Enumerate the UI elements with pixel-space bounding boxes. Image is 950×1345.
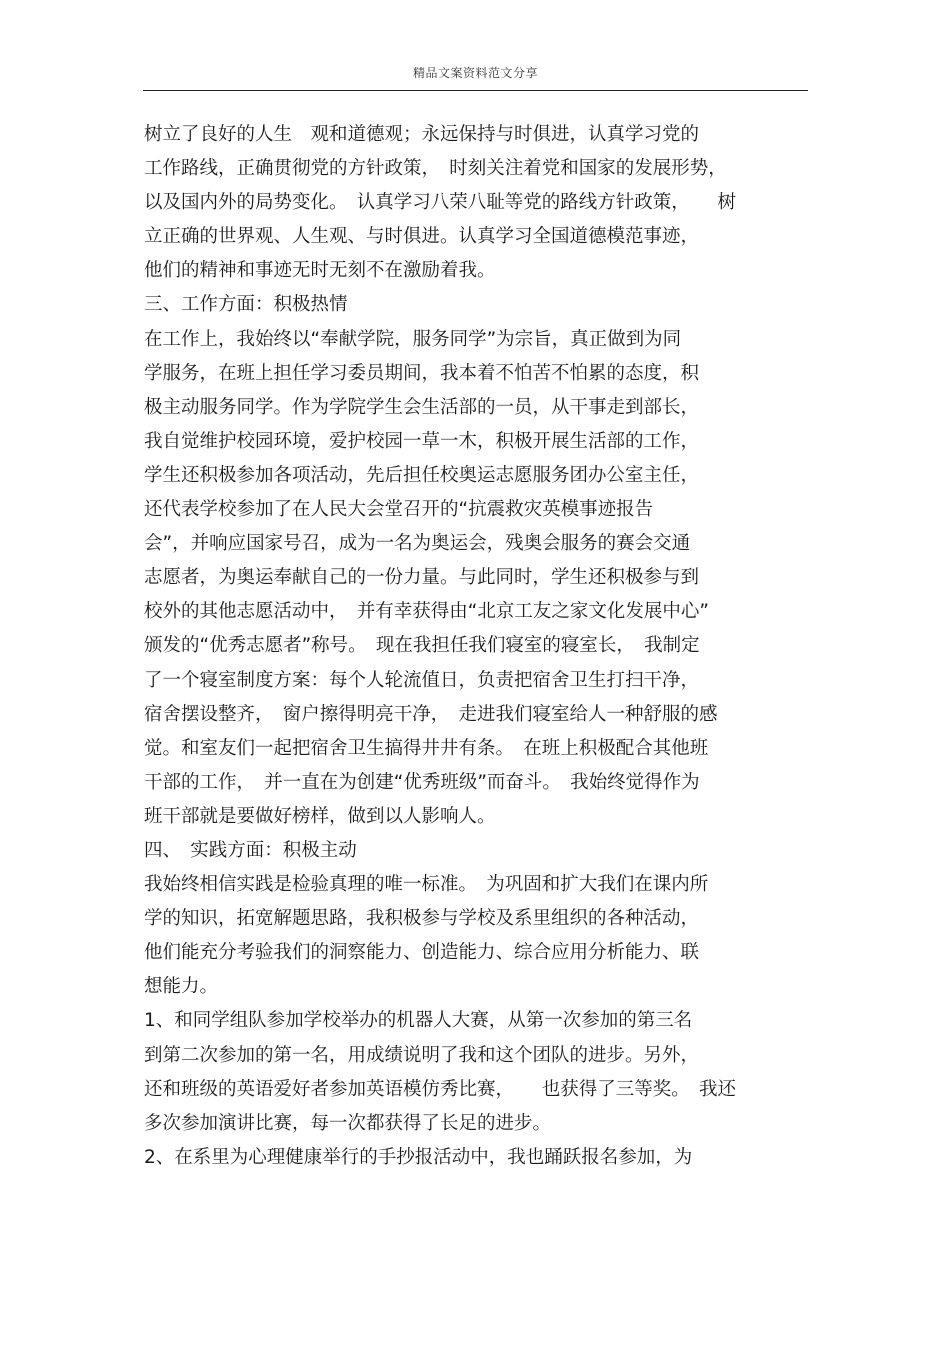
text-line: 到第二次参加的第一名，用成绩说明了我和这个团队的进步。另外， <box>144 1044 700 1066</box>
text-line: 还代表学校参加了在人民大会堂召开的“抗震救灾英模事迹报告 <box>144 499 654 521</box>
text-line: 在工作上，我始终以“奉献学院，服务同学”为宗旨，真正做到为同 <box>144 328 682 350</box>
text-line: 他们的精神和事迹无时无刻不在激励着我。 <box>144 260 496 282</box>
text-line: 工作路线，正确贯彻党的方针政策， 时刻关注着党和国家的发展形势， <box>144 158 727 180</box>
text-line: 多次参加演讲比赛，每一次都获得了长足的进步。 <box>144 1112 552 1134</box>
text-line: 颁发的“优秀志愿者”称号。 现在我担任我们寝室的寝室长， 我制定 <box>144 635 700 657</box>
document-body <box>144 118 816 1175</box>
text-line: 校外的其他志愿活动中， 并有幸获得由“北京工友之家文化发展中心” <box>144 601 709 623</box>
header-divider <box>143 90 808 91</box>
text-line: 以及国内外的局势变化。 认真学习八荣八耻等党的路线方针政策， 树 <box>144 192 737 214</box>
text-line: 我自觉维护校园环境，爱护校园一草一木，积极开展生活部的工作， <box>144 430 700 452</box>
text-line: 觉。和室友们一起把宿舍卫生搞得井井有条。 在班上积极配合其他班 <box>144 737 709 759</box>
text-line: 想能力。 <box>144 976 219 998</box>
page-header-title: 精品文案资料范文分享 <box>412 66 538 80</box>
text-line: 极主动服务同学。作为学院学生会生活部的一员，从干事走到部长， <box>144 396 700 418</box>
text-line: 学生还积极参加各项活动，先后担任校奥运志愿服务团办公室主任， <box>144 464 700 486</box>
text-line: 树立了良好的人生 观和道德观；永远保持与时俱进，认真学习党的 <box>144 124 700 145</box>
text-line: 志愿者，为奥运奉献自己的一份力量。与此同时，学生还积极参与到 <box>144 567 700 589</box>
text-line: 1、和同学组队参加学校举办的机器人大赛，从第一次参加的第三名 <box>144 1010 693 1032</box>
text-line: 2、在系里为心理健康举行的手抄报活动中，我也踊跃报名参加，为 <box>144 1146 693 1168</box>
text-line: 宿舍摆设整齐， 窗户擦得明亮干净， 走进我们寝室给人一种舒服的感 <box>144 703 718 725</box>
text-line: 立正确的世界观、人生观、与时俱进。认真学习全国道德模范事迹， <box>144 226 700 248</box>
text-line: 我始终相信实践是检验真理的唯一标准。 为巩固和扩大我们在课内所 <box>144 874 709 896</box>
text-line: 还和班级的英语爱好者参加英语模仿秀比赛， 也获得了三等奖。 我还 <box>144 1078 737 1100</box>
text-line: 了一个寝室制度方案：每个人轮流值日，负责把宿舍卫生打扫干净， <box>144 669 700 691</box>
text-line: 会”，并响应国家号召，成为一名为奥运会，残奥会服务的赛会交通 <box>144 533 691 555</box>
text-line: 班干部就是要做好榜样，做到以人影响人。 <box>144 805 496 827</box>
text-line: 他们能充分考验我们的洞察能力、创造能力、综合应用分析能力、联 <box>144 942 700 964</box>
text-line: 学服务，在班上担任学习委员期间，我本着不怕苦不怕累的态度，积 <box>144 362 700 384</box>
text-line: 学的知识，拓宽解题思路，我积极参与学校及系里组织的各种活动， <box>144 908 700 930</box>
text-line: 三、工作方面：积极热情 <box>144 294 348 316</box>
text-line: 四、 实践方面：积极主动 <box>144 839 357 861</box>
text-line: 干部的工作， 并一直在为创建“优秀班级”而奋斗。 我始终觉得作为 <box>144 771 700 793</box>
